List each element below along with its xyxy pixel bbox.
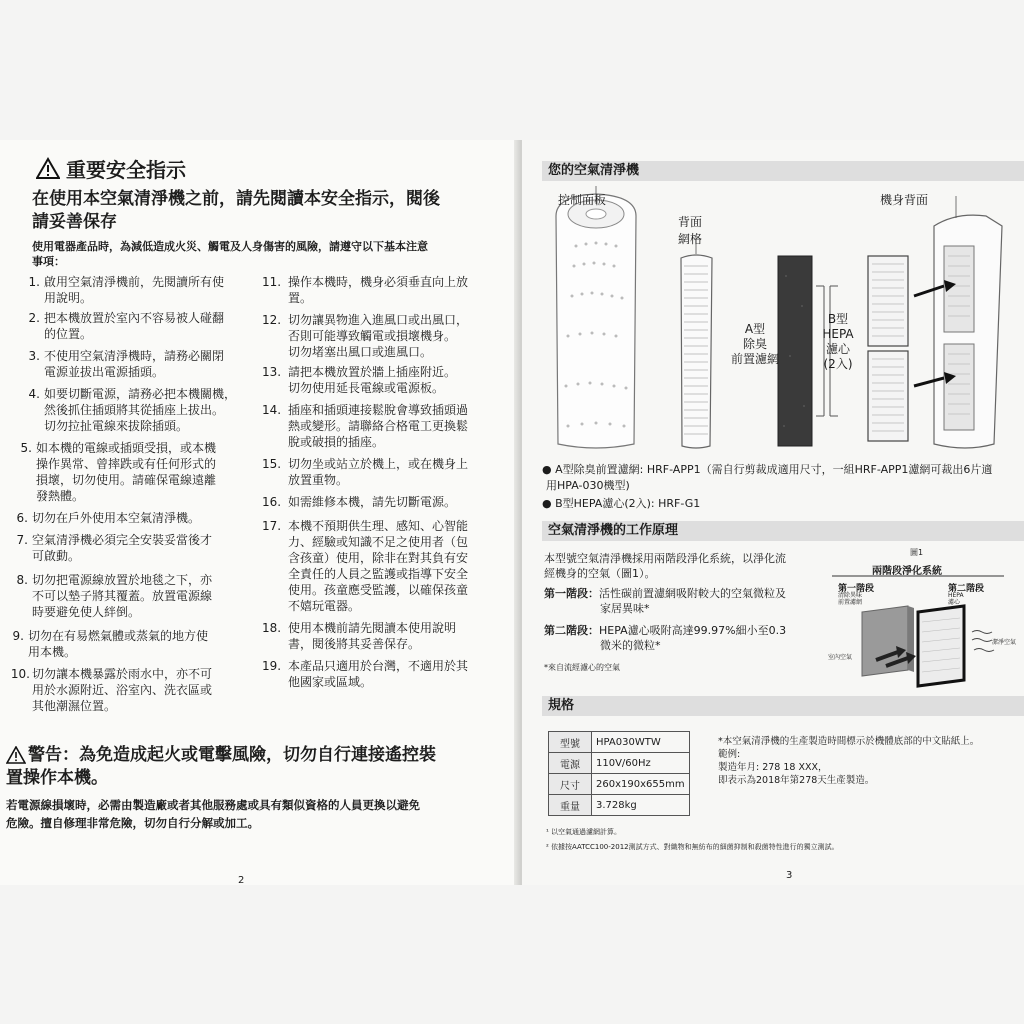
spec-row: 重量 3.728kg: [549, 795, 690, 816]
spec-row: 尺寸 260x190x655mm: [549, 774, 690, 795]
footnote-1: ¹ 以空氣通過濾網計算。: [546, 828, 622, 836]
fig-stage1-sub: 清除異味 前置濾網: [838, 592, 863, 606]
list-item-5: 5. 如本機的電線或插頭受損，或本機 操作異常、曾摔跌或有任何形式的 損壞，切勿使用。請確保電線遠離 發熱體。: [20, 441, 217, 503]
fig-stage2-sub: HEPA 濾心: [948, 592, 964, 606]
purifier-illustration: [546, 186, 1024, 456]
footnote-airflow: *來自流經濾心的空氣: [544, 663, 620, 672]
warning-triangle-icon: [36, 157, 60, 179]
safety-title: 重要安全指示: [66, 158, 186, 182]
warning-text-line1: 若電源線損壞時，必需由製造廠或者其他服務處或具有類似資格的人員更換以避免: [6, 798, 420, 812]
label-a-type-filter: A型 除臭 前置濾網: [730, 322, 779, 366]
list-item-17: 17. 本機不預期供生理、感知、心智能 力、經驗或知識不足之使用者（包 含孩童）使用，除非在對其負有安 全責任的人員之監護或指導下安全 使用。孩童應受監護，以確保孩童 不嬉玩電器。: [262, 519, 469, 613]
bullet-a-filter: ● A型除臭前置濾網: HRF-APP1（需自行剪裁成適用尺寸，一組HRF-APP1濾網可裁出6片適 用HPA-030機型): [542, 463, 993, 492]
section-title-working-principle: 空氣清淨機的工作原理: [542, 521, 1024, 541]
right-page: [522, 140, 1024, 885]
warning-small-icon: [6, 746, 26, 764]
background-bottom: [0, 885, 1024, 1024]
warning-line1: 警告：為免造成起火或電擊風險，切勿自行連接遙控裝: [28, 745, 436, 765]
safety-intro: [32, 239, 512, 269]
label-back-grille: 背面 網格: [678, 215, 703, 246]
list-item-6: 6. 切勿在戶外使用本空氣清淨機。: [16, 511, 201, 525]
warning-line2: 置操作本機。: [6, 768, 108, 788]
list-item-8: 8. 切勿把電源線放置於地毯之下，亦 不可以墊子將其覆蓋。放置電源線 時要避免使人絆倒。: [16, 573, 213, 619]
footnote-2: ² 依據按AATCC100-2012測試方式、對織物和無紡布的細菌抑制和殺菌特性進行的獨立測試。: [546, 843, 839, 851]
stage2-text: 第二階段：HEPA濾心吸附高達99.97%細小至0.3 微米的微粒*: [544, 624, 787, 652]
page-number-left: 2: [238, 875, 245, 885]
fig-indoor-air: 室內空氣: [828, 654, 853, 661]
label-control-panel: 控制面板: [558, 193, 607, 207]
background-top: [0, 0, 1024, 140]
label-body-back: 機身背面: [880, 193, 929, 207]
spec-table: [548, 731, 690, 816]
page-number-right: 3: [786, 870, 793, 881]
safety-heading-line2: 請妥善保存: [32, 212, 117, 232]
section-title-specs: 規格: [542, 696, 1024, 716]
figure-caption: 圖1: [910, 548, 924, 557]
list-item-3: 3. 不使用空氣清淨機時，請務必關閉 電源並拔出電源插頭。: [28, 349, 225, 379]
left-page: [0, 140, 520, 885]
fig-stage2-label: 第二階段: [948, 584, 985, 594]
list-item-10: 10. 切勿讓本機暴露於雨水中，亦不可 用於水源附近、浴室內、洗衣區或 其他潮濕位置。: [10, 667, 213, 713]
list-item-4: 4. 如要切斷電源，請務必把本機關機， 然後抓住插頭將其從插座上拔出。 切勿拉扯電線來拔除插頭。: [28, 387, 237, 433]
spec-note: *本空氣清淨機的生產製造時間標示於機體底部的中文貼紙上。 範例: 製造年月: 278 18 XXX， 即表示為2018年第278天生產製造。: [718, 736, 980, 786]
warning-heading: [6, 744, 518, 790]
list-item-19: 19. 本產品只適用於台灣，不適用於其 他國家或區域。: [262, 659, 469, 689]
list-item-7: 7. 空氣清淨機必須完全安裝妥當後才 可啟動。: [16, 533, 213, 563]
warning-text: [6, 796, 516, 832]
list-item-11: 11. 操作本機時，機身必須垂直向上放 置。: [262, 275, 469, 305]
bullet-b-filter: ● B型HEPA濾心(2入): HRF-G1: [542, 497, 701, 510]
intro-line2: 事項：: [32, 255, 65, 268]
warning-text-line2: 危險。擅自修理非常危險，切勿自行分解或加工。: [6, 816, 259, 830]
section-title-your-purifier: 您的空氣清淨機: [542, 161, 1024, 181]
list-item-18: 18. 使用本機前請先閱讀本使用說明 書，閱後將其妥善保存。: [262, 621, 457, 651]
list-item-15: 15. 切勿坐或站立於機上，或在機身上 放置重物。: [262, 457, 469, 487]
safety-heading-line1: 在使用本空氣清淨機之前，請先閱讀本安全指示，閱後: [32, 189, 440, 209]
safety-heading: [32, 188, 512, 234]
list-item-13: 13. 請把本機放置於牆上插座附近。 切勿使用延長電線或電源板。: [262, 365, 457, 395]
intro-line1: 使用電器產品時，為減低造成火災、觸電及人身傷害的風險，請遵守以下基本注意: [32, 240, 428, 253]
principle-text: 本型號空氣清淨機採用兩階段淨化系統，以淨化流 經機身的空氣（圖1）。: [544, 552, 786, 580]
fig-stage1-label: 第一階段: [838, 584, 875, 594]
list-item-1: 1. 啟用空氣清淨機前，先閱讀所有使 用說明。: [28, 275, 225, 305]
fig-clean-air: 潔淨空氣: [992, 639, 1017, 646]
list-item-9: 9. 切勿在有易燃氣體或蒸氣的地方使 用本機。: [12, 629, 209, 659]
spec-row: 電源 110V/60Hz: [549, 753, 690, 774]
list-item-12: 12. 切勿讓異物進入進風口或出風口， 否則可能導致觸電或損壞機身。 切勿堵塞出風口或進風口。: [262, 313, 469, 359]
list-item-16: 16. 如需維修本機，請先切斷電源。: [262, 495, 457, 509]
list-item-2: 2. 把本機放置於室內不容易被人碰翻 的位置。: [28, 311, 225, 341]
label-b-type-filter: B型 HEPA 濾心 (2入): [822, 312, 854, 371]
spec-row: 型號 HPA030WTW: [549, 732, 690, 753]
stage1-text: 第一階段：活性碳前置濾網吸附較大的空氣微粒及 家居異味*: [544, 587, 786, 615]
list-item-14: 14. 插座和插頭連接鬆脫會導致插頭過 熱或變形。請聯絡合格電工更換鬆 脫或破損的插座。: [262, 403, 469, 449]
figure-title: 兩階段淨化系統: [872, 566, 942, 577]
